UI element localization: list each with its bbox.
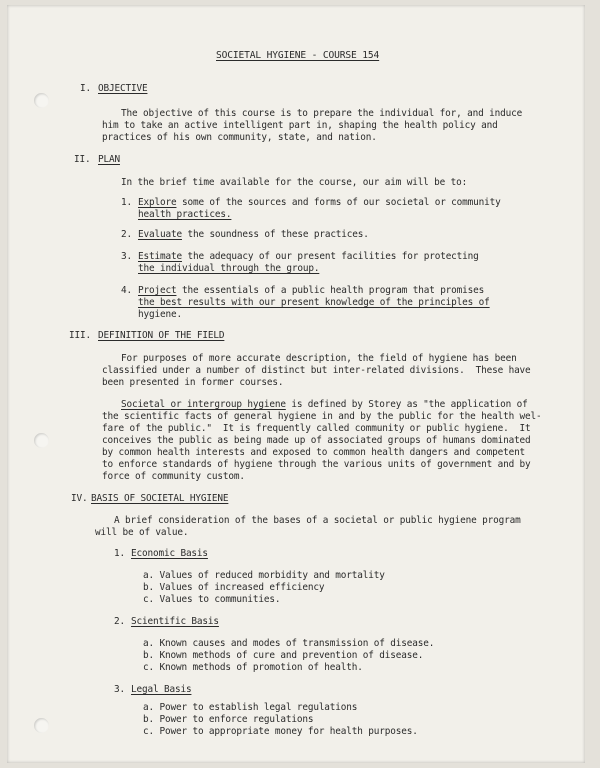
plan-item-3 (138, 251, 479, 263)
section-heading-plan: PLAN (98, 154, 120, 165)
legal-item-b: b. Power to enforce regulations (143, 714, 314, 725)
definition-p1-line-2: classified under a number of distinct but inter-related divisions. These have (102, 365, 531, 376)
basis-sub-heading-scientific: Scientific Basis (131, 616, 219, 627)
scientific-item-b: b. Known methods of cure and prevention of disease. (143, 650, 424, 661)
punch-hole-middle (34, 433, 49, 448)
punch-hole-top (34, 93, 49, 108)
document-title: SOCIETAL HYGIENE - COURSE 154 (216, 50, 380, 61)
legal-item-c: c. Power to appropriate money for health purposes. (143, 726, 418, 737)
plan-item-text: some of the sources and forms of our societal or community (176, 197, 501, 208)
section-heading-objective: OBJECTIVE (98, 83, 148, 94)
objective-line-2: him to take an active intelligent part in, shaping the health policy and (102, 120, 498, 131)
basis-sub-number: 1. (114, 548, 125, 559)
plan-item-number: 3. (121, 251, 132, 262)
basis-intro-line-1: A brief consideration of the bases of a societal or public hygiene program (114, 515, 521, 526)
plan-item-2 (138, 229, 369, 241)
definition-p2-line-2: the scientific facts of general hygiene in and by the public for the health wel- (102, 411, 542, 422)
plan-item-keyword: Project (138, 285, 177, 296)
definition-p1-line-3: been presented in former courses. (102, 377, 284, 388)
definition-p2-line-1 (121, 399, 528, 411)
plan-item-4-continuation-1: the best results with our present knowledge of the principles of (138, 297, 490, 308)
section-heading-definition: DEFINITION OF THE FIELD (98, 330, 225, 341)
scientific-item-a: a. Known causes and modes of transmission of disease. (143, 638, 435, 649)
plan-item-number: 1. (121, 197, 132, 208)
section-number-4: IV. (71, 493, 88, 504)
plan-item-keyword: Evaluate (138, 229, 182, 240)
economic-item-c: c. Values to communities. (143, 594, 281, 605)
plan-item-number: 2. (121, 229, 132, 240)
definition-p2-line-6: to enforce standards of hygiene through the various units of government and by (102, 459, 531, 470)
definition-p2-line-7: force of community custom. (102, 471, 245, 482)
plan-item-keyword: Explore (138, 197, 177, 208)
objective-line-1: The objective of this course is to prepare the individual for, and induce (121, 108, 523, 119)
section-number-3: III. (69, 330, 91, 341)
punch-hole-bottom (34, 718, 49, 733)
basis-intro-line-2: will be of value. (95, 527, 189, 538)
definition-p1-line-1: For purposes of more accurate description, the field of hygiene has been (121, 353, 517, 364)
basis-sub-number: 2. (114, 616, 125, 627)
section-heading-basis: BASIS OF SOCIETAL HYGIENE (91, 493, 229, 504)
economic-item-a: a. Values of reduced morbidity and mortality (143, 570, 385, 581)
plan-item-text: the adequacy of our present facilities for protecting (181, 251, 479, 262)
plan-item-keyword: Estimate (138, 251, 182, 262)
plan-item-1 (138, 197, 501, 209)
plan-item-text: the soundness of these practices. (181, 229, 369, 240)
basis-sub-number: 3. (114, 684, 125, 695)
plan-item-4-continuation-2: hygiene. (138, 309, 182, 320)
plan-item-4 (138, 285, 484, 297)
scientific-item-c: c. Known methods of promotion of health. (143, 662, 363, 673)
basis-sub-heading-economic: Economic Basis (131, 548, 208, 559)
plan-intro: In the brief time available for the course, our aim will be to: (121, 177, 468, 188)
definition-p2-first-rest: is defined by Storey as "the application of (285, 399, 528, 410)
section-number-1: I. (80, 83, 91, 94)
plan-item-number: 4. (121, 285, 132, 296)
document-page (7, 5, 585, 763)
definition-p2-line-3: fare of the public." It is frequently called community or public hygiene. It (102, 423, 531, 434)
plan-item-text: the essentials of a public health program that promises (176, 285, 485, 296)
definition-key-term: Societal or intergroup hygiene (121, 399, 286, 410)
objective-line-3: practices of his own community, state, and nation. (102, 132, 377, 143)
plan-item-1-continuation: health practices. (138, 209, 232, 220)
plan-item-3-continuation: the individual through the group. (138, 263, 320, 274)
legal-item-a: a. Power to establish legal regulations (143, 702, 358, 713)
basis-sub-heading-legal: Legal Basis (131, 684, 192, 695)
definition-p2-line-5: by common health interests and exposed to common health dangers and competent (102, 447, 526, 458)
definition-p2-line-4: conceives the public as being made up of associated groups of humans dominated (102, 435, 531, 446)
section-number-2: II. (74, 154, 91, 165)
economic-item-b: b. Values of increased efficiency (143, 582, 325, 593)
